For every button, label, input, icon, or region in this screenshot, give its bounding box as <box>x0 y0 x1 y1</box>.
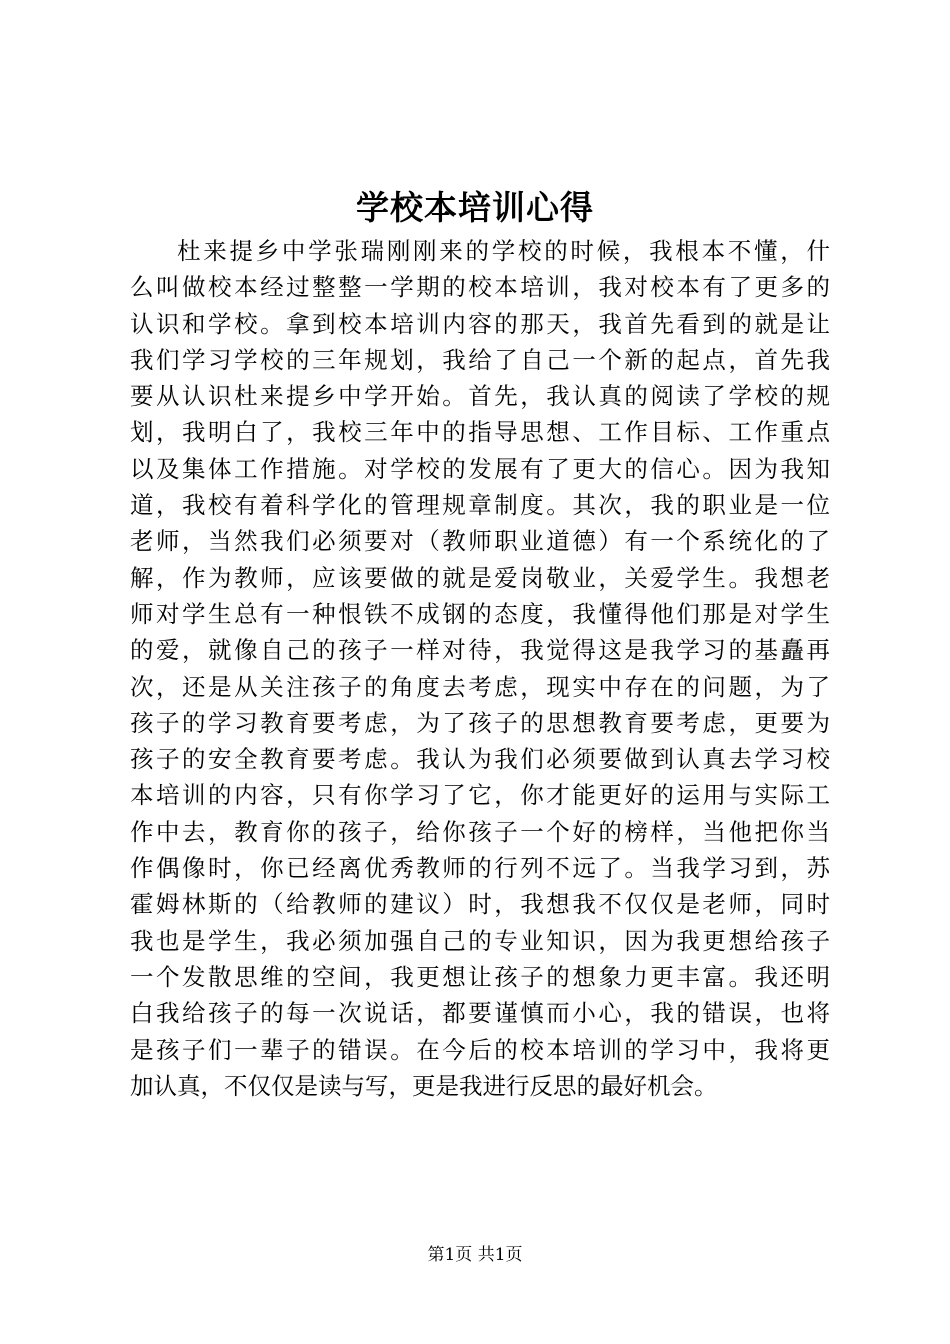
paragraph-line: 以及集体工作措施。对学校的发展有了更大的信心。因为我知 <box>130 454 830 483</box>
paragraph-line: 老师，当然我们必须要对（教师职业道德）有一个系统化的了 <box>130 527 830 556</box>
paragraph-line: 霍姆林斯的（给教师的建议）时，我想我不仅仅是老师，同时 <box>130 890 830 919</box>
paragraph-line: 作偶像时，你已经离优秀教师的行列不远了。当我学习到，苏 <box>130 854 830 883</box>
paragraph-line: 认识和学校。拿到校本培训内容的那天，我首先看到的就是让 <box>130 309 830 338</box>
paragraph-line: 么叫做校本经过整整一学期的校本培训，我对校本有了更多的 <box>130 273 830 302</box>
paragraph-line: 加认真，不仅仅是读与写，更是我进行反思的最好机会。 <box>130 1071 718 1100</box>
paragraph-line: 解，作为教师，应该要做的就是爱岗敬业，关爱学生。我想老 <box>130 563 830 592</box>
paragraph-line: 孩子的学习教育要考虑，为了孩子的思想教育要考虑，更要为 <box>130 708 830 737</box>
paragraph-line: 的爱，就像自己的孩子一样对待，我觉得这是我学习的基矗再 <box>130 636 830 665</box>
paragraph-line: 要从认识杜来提乡中学开始。首先，我认真的阅读了学校的规 <box>130 382 830 411</box>
paragraph-line: 我也是学生，我必须加强自己的专业知识，因为我更想给孩子 <box>130 926 830 955</box>
paragraph-line: 孩子的安全教育要考虑。我认为我们必须要做到认真去学习校 <box>130 745 830 774</box>
paragraph-line: 本培训的内容，只有你学习了它，你才能更好的运用与实际工 <box>130 781 830 810</box>
paragraph-line: 一个发散思维的空间，我更想让孩子的想象力更丰富。我还明 <box>130 962 830 991</box>
paragraph-line: 我们学习学校的三年规划，我给了自己一个新的起点，首先我 <box>130 345 830 374</box>
page-footer: 第1页 共1页 <box>427 1245 523 1265</box>
paragraph-line: 作中去，教育你的孩子，给你孩子一个好的榜样，当他把你当 <box>130 817 830 846</box>
page-title: 学校本培训心得 <box>356 188 594 227</box>
paragraph-line: 次，还是从关注孩子的角度去考虑，现实中存在的问题，为了 <box>130 672 830 701</box>
paragraph-line: 划，我明白了，我校三年中的指导思想、工作目标、工作重点 <box>130 418 830 447</box>
paragraph-line: 杜来提乡中学张瑞刚刚来的学校的时候，我根本不懂，什 <box>177 237 830 265</box>
paragraph-line: 白我给孩子的每一次说话，都要谨慎而小心，我的错误，也将 <box>130 999 830 1028</box>
paragraph-line: 师对学生总有一种恨铁不成钢的态度，我懂得他们那是对学生 <box>130 599 830 628</box>
paragraph-line: 是孩子们一辈子的错误。在今后的校本培训的学习中，我将更 <box>130 1035 830 1064</box>
paragraph-line: 道，我校有着科学化的管理规章制度。其次，我的职业是一位 <box>130 491 830 520</box>
body-paragraph <box>130 233 830 1104</box>
